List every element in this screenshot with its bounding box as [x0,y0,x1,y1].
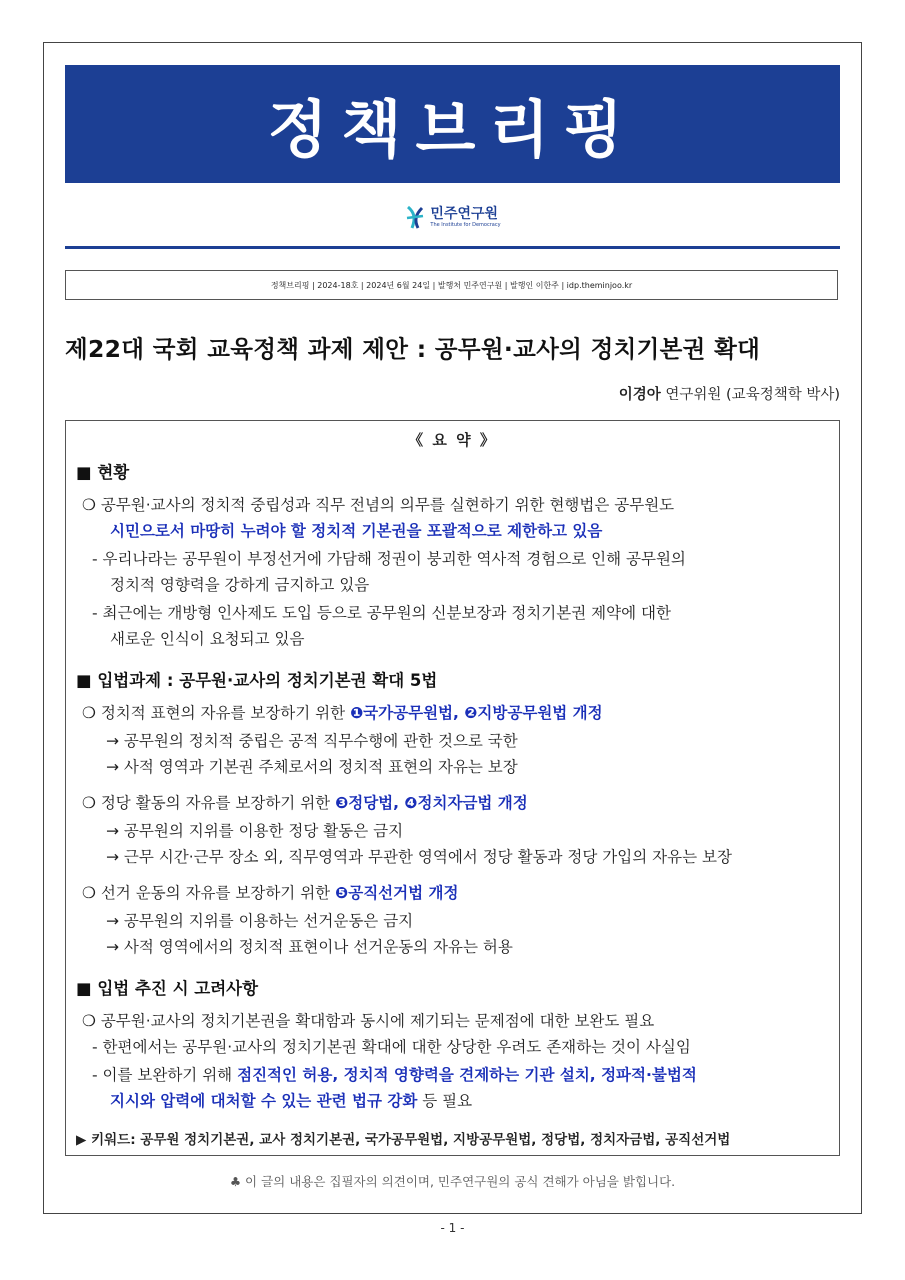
summary-line [92,1063,697,1085]
line-text: - 이를 보완하기 위해 [92,1066,238,1084]
section-heading-legislation: ■ 입법과제 : 공무원·교사의 정치기본권 확대 5법 [76,671,438,690]
line-text: ❍ 정당 활동의 자유를 보장하기 위한 [82,794,336,812]
line-text: 등 필요 [417,1092,473,1110]
author-role: 연구위원 (교육정책학 박사) [665,387,840,403]
summary-line: → 사적 영역에서의 정치적 표현이나 선거운동의 자유는 허용 [106,938,513,956]
summary-line: - 한편에서는 공무원·교사의 정치기본권 확대에 대한 상당한 우려도 존재하는 것이 사실임 [92,1038,691,1056]
summary-line: → 공무원의 지위를 이용한 정당 활동은 금지 [106,822,404,840]
summary-box [65,420,840,1156]
summary-line: 새로운 인식이 요청되고 있음 [110,630,305,648]
summary-line: 정치적 영향력을 강하게 금지하고 있음 [110,576,370,594]
summary-line-highlight: 시민으로서 마땅히 누려야 할 정치적 기본권을 포괄적으로 제한하고 있음 [110,521,603,540]
summary-line: - 우리나라는 공무원이 부정선거에 가담해 정권이 붕괴한 역사적 경험으로 인해 공무원의 [92,550,686,568]
summary-line [82,881,458,903]
summary-line: - 최근에는 개방형 인사제도 도입 등으로 공무원의 신분보장과 정치기본권 제약에 대한 [92,604,671,622]
summary-line: ❍ 공무원·교사의 정치적 중립성과 직무 전념의 의무를 실현하기 위한 현행법은 공무원도 [82,496,675,514]
banner-title: 정책브리핑 [65,65,840,183]
author-line [619,383,840,404]
logo-name: 민주연구원 [430,205,499,222]
line-highlight: ❸정당법, ❹정치자금법 개정 [335,794,528,812]
author-name: 이경아 [618,387,661,403]
header-divider [65,246,840,249]
line-text: ❍ 선거 운동의 자유를 보장하기 위한 [82,884,336,902]
line-highlight: ❶국가공무원법, ❷지방공무원법 개정 [350,704,603,722]
document-title: 제22대 국회 교육정책 과제 제안 : 공무원·교사의 정치기본권 확대 [65,335,761,363]
summary-line [82,791,528,813]
logo-icon [404,204,426,230]
summary-line: → 공무원의 지위를 이용하는 선거운동은 금지 [106,912,414,930]
summary-line: ❍ 공무원·교사의 정치기본권을 확대함과 동시에 제기되는 문제점에 대한 보완도 필요 [82,1012,655,1030]
issue-info-bar: 정책브리핑 | 2024-18호 | 2024년 6월 24일 | 발행처 민주연구원 | 발행인 이한주 | idp.theminjoo.kr [65,270,838,300]
publisher-logo [0,204,905,230]
summary-line: → 근무 시간·근무 장소 외, 직무영역과 무관한 영역에서 정당 활동과 정당 가입의 자유는 보장 [106,848,732,866]
section-heading-status: ■ 현황 [76,463,130,482]
logo-english-name: The Institute for Democracy [430,221,501,228]
line-highlight: 점진적인 허용, 정치적 영향력을 견제하는 기관 설치, 정파적·불법적 [237,1066,697,1084]
summary-line: → 공무원의 정치적 중립은 공적 직무수행에 관한 것으로 국한 [106,732,518,750]
summary-line [82,701,603,723]
line-highlight: 지시와 압력에 대처할 수 있는 관련 법규 강화 [110,1092,418,1110]
summary-line [110,1089,472,1111]
page-number: - 1 - [440,1221,465,1235]
keywords-line: ▶ 키워드: 공무원 정치기본권, 교사 정치기본권, 국가공무원법, 지방공무원법, 정당법, 정치자금법, 공직선거법 [76,1132,731,1148]
section-heading-considerations: ■ 입법 추진 시 고려사항 [76,979,259,998]
line-text: ❍ 정치적 표현의 자유를 보장하기 위한 [82,704,351,722]
summary-line: → 사적 영역과 기본권 주체로서의 정치적 표현의 자유는 보장 [106,758,518,776]
disclaimer-note: ♣ 이 글의 내용은 집필자의 의견이며, 민주연구원의 공식 견해가 아님을 밝힙니다. [229,1174,676,1189]
line-highlight: ❺공직선거법 개정 [335,884,459,902]
summary-heading: 《 요 약 》 [408,431,497,449]
